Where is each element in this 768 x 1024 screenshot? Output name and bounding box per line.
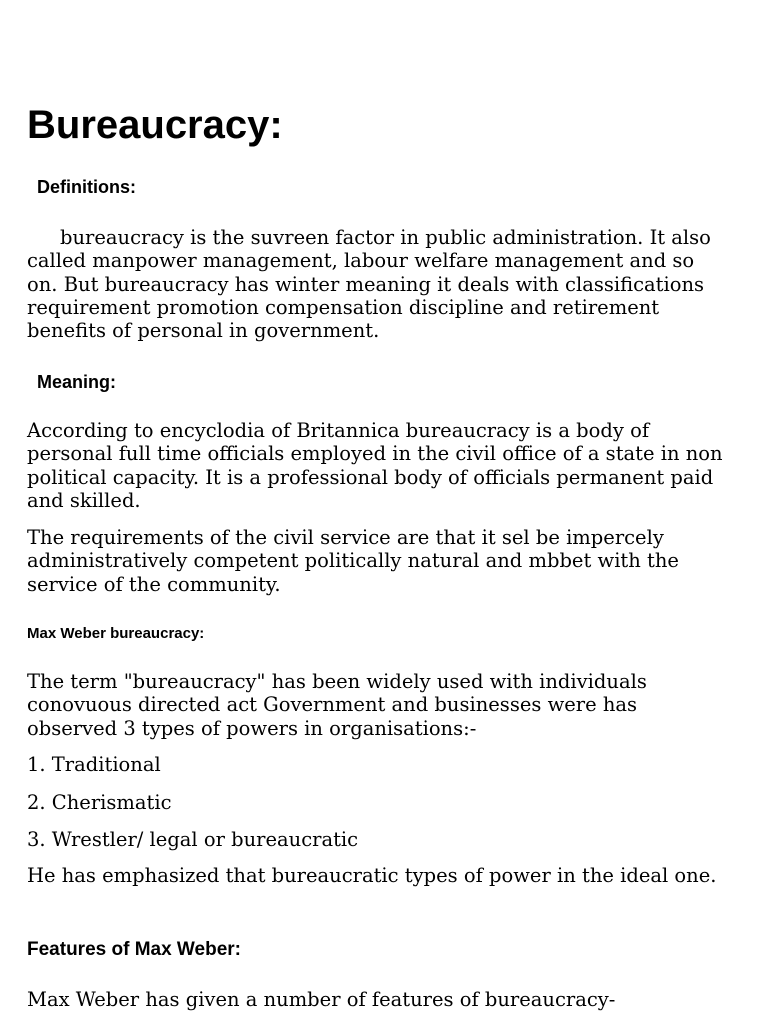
max-weber-paragraph-2: He has emphasized that bureaucratic types of power in the ideal one. bbox=[27, 864, 717, 887]
features-heading: Features of Max Weber: bbox=[27, 939, 241, 960]
list-item: 3. Wrestler/ legal or bureaucratic bbox=[27, 828, 359, 851]
features-paragraph: Max Weber has given a number of features of bureaucracy- bbox=[27, 988, 616, 1011]
max-weber-paragraph-1: The term "bureaucracy" has been widely used with individuals conovuous directed act Government and businesses were has observed 3 types of powers in organisations:- bbox=[27, 670, 647, 740]
meaning-paragraph-2: The requirements of the civil service are that it sel be impercely administratively competent politically natural and mbbet with the service of the community. bbox=[27, 526, 679, 596]
list-item: 1. Traditional bbox=[27, 753, 161, 776]
meaning-heading: Meaning: bbox=[37, 372, 116, 392]
max-weber-heading: Max Weber bureaucracy: bbox=[27, 625, 205, 642]
definitions-paragraph: bureaucracy is the suvreen factor in public administration. It also called manpower management, labour welfare management and so on. But bureaucracy has winter meaning it deals with classifications requirement promotion compensation discipline and retirement benefits of personal in government. bbox=[27, 226, 711, 343]
meaning-paragraph-1: According to encyclodia of Britannica bureaucracy is a body of personal full time officials employed in the civil office of a state in non political capacity. It is a professional body of officials permanent paid and skilled. bbox=[27, 419, 723, 512]
definitions-heading: Definitions: bbox=[37, 177, 136, 197]
page-title: Bureaucracy: bbox=[27, 103, 283, 147]
list-item: 2. Cherismatic bbox=[27, 791, 172, 814]
